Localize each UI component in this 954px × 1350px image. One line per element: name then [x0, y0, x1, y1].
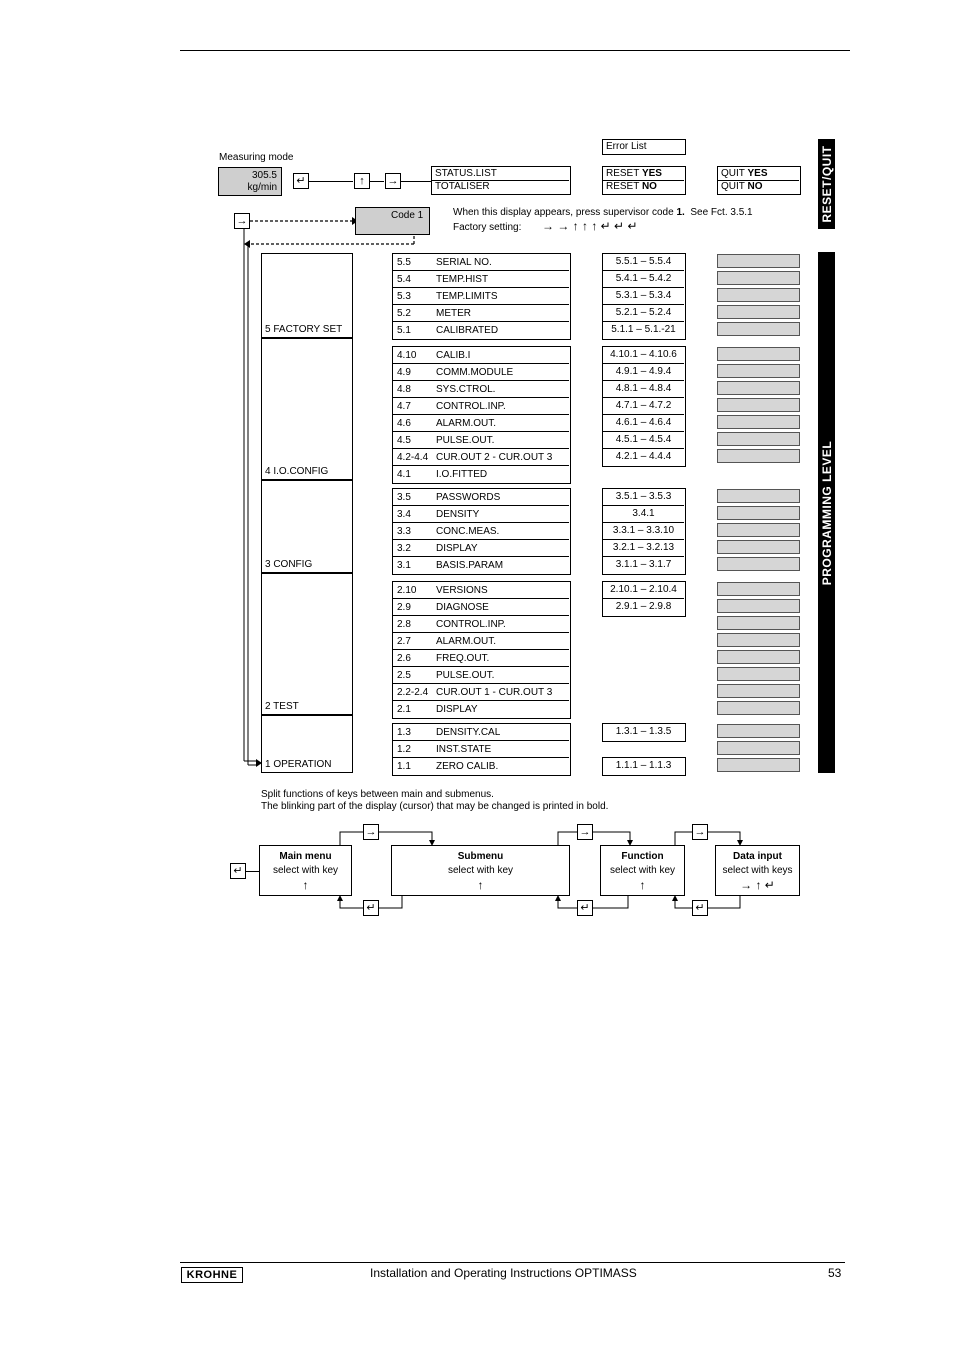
data-input-cell — [717, 724, 800, 738]
function-range: 5.4.1 – 5.4.2 — [603, 271, 684, 288]
submenu-row — [393, 616, 569, 633]
error-list: Error List — [606, 141, 647, 152]
submenu-number: 4.9 — [397, 367, 411, 378]
reset-quit-label: RESET/QUIT — [819, 145, 834, 223]
data-input-cell — [717, 523, 800, 537]
status-list: STATUS.LIST — [435, 168, 497, 179]
data-input-cell — [717, 741, 800, 755]
submenu-name: DISPLAY — [436, 704, 478, 715]
function-range: 5.1.1 – 5.1.-21 — [611, 324, 676, 335]
function-range-box — [602, 757, 686, 776]
footer-rule — [180, 1262, 845, 1263]
data-input-title: Data input — [733, 851, 782, 862]
function-range: 4.5.1 – 4.5.4 — [603, 432, 684, 449]
reset-yes — [606, 168, 662, 180]
data-input-cell — [717, 364, 800, 378]
function-title: Function — [621, 851, 664, 862]
data-input-cell — [717, 381, 800, 395]
submenu-name: INST.STATE — [436, 744, 492, 755]
function-range-box — [602, 581, 686, 617]
function-range: 1.1.1 – 1.1.3 — [615, 760, 672, 771]
function-range: 5.2.1 – 5.2.4 — [603, 305, 684, 322]
reset-yes-value: YES — [641, 168, 662, 179]
data-input-cell — [717, 305, 800, 319]
submenu-row — [393, 667, 569, 684]
data-input-cell — [717, 633, 800, 647]
submenu-number: 5.4 — [397, 274, 411, 285]
submenu-row — [393, 599, 569, 616]
reset-no — [606, 181, 657, 193]
submenu-row — [393, 322, 569, 339]
connector — [309, 181, 353, 182]
enter-key-icon: ↵ — [692, 900, 708, 916]
function-range: 5.5.1 – 5.5.4 — [603, 254, 684, 271]
data-input-cell — [717, 288, 800, 302]
data-input-cell — [717, 557, 800, 571]
quit-box — [717, 166, 801, 195]
submenu-name: DISPLAY — [436, 543, 478, 554]
submenu-number: 1.1 — [397, 761, 411, 772]
code-note-a: When this display appears, press supervisor code — [453, 207, 674, 218]
function-range: 5.3.1 – 5.3.4 — [603, 288, 684, 305]
submenu-sub: select with key — [447, 865, 514, 876]
submenu-number: 2.7 — [397, 636, 411, 647]
enter-key-icon: ↵ — [293, 173, 309, 189]
note-line-1: Split functions of keys between main and submenus. — [261, 789, 494, 800]
submenu-row — [393, 398, 569, 415]
menu-label: 3 CONFIG — [265, 559, 313, 570]
submenu-row — [393, 758, 569, 775]
programming-level-bar — [818, 252, 835, 773]
reset-yes-prefix: RESET — [606, 168, 640, 179]
right-key-icon: → — [385, 173, 401, 189]
menu-label: 1 OPERATION — [265, 759, 332, 770]
function-range: 4.9.1 – 4.9.4 — [603, 364, 684, 381]
enter-key-icon: ↵ — [230, 863, 246, 879]
submenu-row — [393, 381, 569, 398]
submenu-row — [393, 557, 569, 574]
submenu-number: 3.2 — [397, 543, 411, 554]
submenu-number: 4.7 — [397, 401, 411, 412]
submenu-name: SERIAL NO. — [436, 257, 492, 268]
right-key-icon: → — [577, 824, 593, 840]
submenu-number: 4.5 — [397, 435, 411, 446]
submenu-number: 5.1 — [397, 325, 411, 336]
submenu-row — [393, 305, 569, 322]
data-input-cell — [717, 684, 800, 698]
menu-box — [261, 715, 353, 773]
submenu-number: 2.5 — [397, 670, 411, 681]
data-input-cell — [717, 582, 800, 596]
code-note-c: See Fct. 3.5.1 — [690, 207, 753, 218]
quit-no-prefix: QUIT — [721, 181, 745, 192]
submenu-name: PASSWORDS — [436, 492, 501, 503]
submenu-name: CUR.OUT 1 - CUR.OUT 3 — [436, 687, 553, 698]
footer-title: Installation and Operating Instructions OPTIMASS — [370, 1266, 637, 1280]
submenu-name: PULSE.OUT. — [436, 670, 495, 681]
code-note — [453, 207, 753, 219]
submenu-row — [393, 415, 569, 432]
measuring-mode-label: Measuring mode — [219, 152, 294, 163]
header-rule — [180, 50, 850, 51]
data-input-cell — [717, 616, 800, 630]
right-key-icon: → — [234, 213, 250, 229]
reset-quit-bar — [818, 139, 835, 229]
menu-box — [261, 480, 353, 573]
note-line-2: The blinking part of the display (cursor) that may be changed is printed in bold. — [261, 801, 609, 812]
data-input-keys: → ↑ ↵ — [740, 878, 775, 892]
data-input-cell — [717, 347, 800, 361]
submenu-row — [393, 364, 569, 381]
submenu-name: BASIS.PARAM — [436, 560, 504, 571]
main-menu-sub: select with key — [272, 865, 339, 876]
submenu-row — [393, 271, 569, 288]
status-box — [431, 166, 571, 195]
quit-yes — [721, 168, 768, 180]
submenu-name: COMM.MODULE — [436, 367, 514, 378]
submenu-number: 5.2 — [397, 308, 411, 319]
submenu-name: CALIB.I — [436, 350, 471, 361]
data-input-cell — [717, 489, 800, 503]
function-range: 4.8.1 – 4.8.4 — [603, 381, 684, 398]
submenu-number: 1.2 — [397, 744, 411, 755]
submenu-number: 4.2-4.4 — [397, 452, 429, 463]
connector — [370, 181, 384, 182]
submenu-row — [393, 489, 569, 506]
reset-no-value: NO — [641, 181, 657, 192]
quit-yes-prefix: QUIT — [721, 168, 745, 179]
menu-label: 4 I.O.CONFIG — [265, 466, 329, 477]
code-box — [355, 207, 430, 235]
function-range: 3.2.1 – 3.2.13 — [603, 540, 684, 557]
function-range: 1.3.1 – 1.3.5 — [615, 726, 672, 737]
submenu-number: 3.1 — [397, 560, 411, 571]
code-label: Code 1 — [391, 210, 424, 221]
enter-key-icon: ↵ — [363, 900, 379, 916]
submenu-row — [393, 701, 569, 718]
submenu-name: CONTROL.INP. — [436, 619, 506, 630]
menu-box — [261, 253, 353, 338]
factory-setting-keys: → → ↑ ↑ ↑ ↵ ↵ ↵ — [542, 219, 638, 233]
connector — [246, 871, 259, 872]
krohne-logo: KROHNE — [181, 1267, 243, 1283]
function-range-box — [602, 253, 686, 340]
data-input-cell — [717, 540, 800, 554]
function-range: 3.4.1 — [603, 506, 684, 523]
submenu-number: 2.9 — [397, 602, 411, 613]
quit-no — [721, 181, 763, 193]
submenu-row — [393, 347, 569, 364]
programming-level-label: PROGRAMMING LEVEL — [819, 440, 834, 585]
submenu-number: 4.6 — [397, 418, 411, 429]
submenu-number: 4.8 — [397, 384, 411, 395]
submenu-number: 5.3 — [397, 291, 411, 302]
data-input-cell — [717, 449, 800, 463]
function-range: 4.2.1 – 4.4.4 — [615, 451, 672, 462]
page-number: 53 — [828, 1266, 842, 1280]
submenu-table — [392, 346, 571, 484]
menu-box — [261, 338, 353, 480]
menu-label: 2 TEST — [265, 701, 299, 712]
submenu-row — [393, 540, 569, 557]
data-input-cell — [717, 415, 800, 429]
data-input-cell — [717, 701, 800, 715]
submenu-name: FREQ.OUT. — [436, 653, 490, 664]
submenu-number: 2.1 — [397, 704, 411, 715]
submenu-number: 4.10 — [397, 350, 417, 361]
submenu-name: TEMP.HIST — [436, 274, 489, 285]
submenu-table — [392, 581, 571, 719]
submenu-number: 2.10 — [397, 585, 417, 596]
submenu-row — [393, 724, 569, 741]
submenu-row — [393, 684, 569, 701]
data-input-cell — [717, 432, 800, 446]
submenu-number: 2.8 — [397, 619, 411, 630]
submenu-row — [393, 466, 569, 483]
display-unit: kg/min — [247, 182, 277, 193]
display-value: 305.5 — [251, 170, 277, 181]
function-range: 3.5.1 – 3.5.3 — [603, 489, 684, 506]
submenu-name: VERSIONS — [436, 585, 488, 596]
function-range-box — [602, 346, 686, 467]
code-note-b: 1. — [676, 207, 685, 218]
submenu-name: DIAGNOSE — [436, 602, 489, 613]
submenu-number: 2.6 — [397, 653, 411, 664]
data-input-cell — [717, 398, 800, 412]
submenu-name: CALIBRATED — [436, 325, 499, 336]
submenu-name: DENSITY.CAL — [436, 727, 501, 738]
totaliser: TOTALISER — [435, 181, 490, 192]
submenu-row — [393, 432, 569, 449]
submenu-table — [392, 488, 571, 575]
submenu-title: Submenu — [457, 851, 504, 862]
submenu-name: CONC.MEAS. — [436, 526, 500, 537]
submenu-name: PULSE.OUT. — [436, 435, 495, 446]
submenu-row — [393, 523, 569, 540]
function-range: 3.3.1 – 3.3.10 — [603, 523, 684, 540]
submenu-number: 5.5 — [397, 257, 411, 268]
submenu-number: 2.2-2.4 — [397, 687, 429, 698]
submenu-name: METER — [436, 308, 471, 319]
function-key: ↑ — [639, 878, 646, 892]
function-range-box — [602, 723, 686, 742]
function-range: 2.10.1 – 2.10.4 — [603, 582, 684, 599]
submenu-number: 3.3 — [397, 526, 411, 537]
submenu-table — [392, 253, 571, 340]
submenu-row — [393, 582, 569, 599]
data-input-cell — [717, 506, 800, 520]
submenu-row — [393, 449, 569, 466]
function-range: 4.10.1 – 4.10.6 — [603, 347, 684, 364]
quit-yes-value: YES — [747, 168, 768, 179]
menu-label: 5 FACTORY SET — [265, 324, 343, 335]
submenu-number: 1.3 — [397, 727, 411, 738]
main-menu-title: Main menu — [279, 851, 332, 862]
enter-key-icon: ↵ — [577, 900, 593, 916]
submenu-name: CONTROL.INP. — [436, 401, 506, 412]
submenu-row — [393, 633, 569, 650]
submenu-name: TEMP.LIMITS — [436, 291, 498, 302]
function-range: 3.1.1 – 3.1.7 — [615, 559, 672, 570]
submenu-name: SYS.CTROL. — [436, 384, 496, 395]
submenu-row — [393, 506, 569, 523]
data-input-cell — [717, 599, 800, 613]
measuring-display — [218, 167, 282, 196]
main-menu-key: ↑ — [302, 878, 309, 892]
menu-box — [261, 573, 353, 715]
data-input-cell — [717, 254, 800, 268]
function-range-box — [602, 488, 686, 575]
data-input-cell — [717, 322, 800, 336]
reset-box — [602, 166, 686, 195]
reset-no-prefix: RESET — [606, 181, 640, 192]
connector — [401, 181, 431, 182]
data-input-cell — [717, 758, 800, 772]
submenu-name: ALARM.OUT. — [436, 418, 497, 429]
submenu-row — [393, 741, 569, 758]
right-key-icon: → — [363, 824, 379, 840]
function-range: 4.7.1 – 4.7.2 — [603, 398, 684, 415]
function-range: 2.9.1 – 2.9.8 — [615, 601, 672, 612]
submenu-number: 4.1 — [397, 469, 411, 480]
submenu-name: DENSITY — [436, 509, 480, 520]
submenu-number: 3.4 — [397, 509, 411, 520]
submenu-key: ↑ — [477, 878, 484, 892]
function-range: 4.6.1 – 4.6.4 — [603, 415, 684, 432]
submenu-row — [393, 650, 569, 667]
submenu-name: CUR.OUT 2 - CUR.OUT 3 — [436, 452, 553, 463]
submenu-row — [393, 254, 569, 271]
factory-setting-label: Factory setting: — [453, 222, 522, 233]
quit-no-value: NO — [747, 181, 763, 192]
data-input-sub: select with keys — [722, 865, 793, 876]
function-sub: select with key — [609, 865, 676, 876]
submenu-name: I.O.FITTED — [436, 469, 488, 480]
data-input-cell — [717, 271, 800, 285]
right-key-icon: → — [692, 824, 708, 840]
submenu-row — [393, 288, 569, 305]
data-input-cell — [717, 667, 800, 681]
error-list-box — [602, 139, 686, 155]
up-key-icon: ↑ — [354, 173, 370, 189]
submenu-name: ZERO CALIB. — [436, 761, 499, 772]
submenu-name: ALARM.OUT. — [436, 636, 497, 647]
submenu-table — [392, 723, 571, 776]
data-input-cell — [717, 650, 800, 664]
submenu-number: 3.5 — [397, 492, 411, 503]
